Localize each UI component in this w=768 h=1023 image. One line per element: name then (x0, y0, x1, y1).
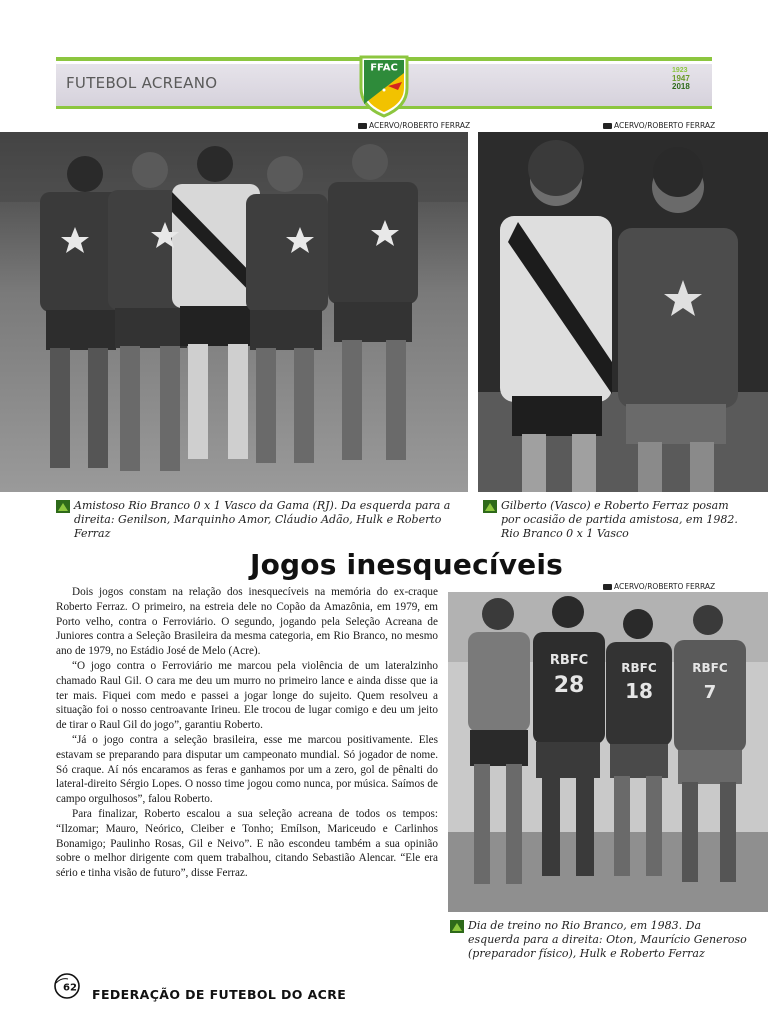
camera-icon (603, 123, 612, 129)
caption-photo-1: Amistoso Rio Branco 0 x 1 Vasco da Gama (RJ). Da esquerda para a direita: Genilson, Marquinho Amor, Cláudio Adão, Hulk e Roberto Ferraz (74, 499, 451, 540)
caption-triangle-icon (56, 500, 70, 513)
camera-icon (603, 584, 612, 590)
ffac-crest-logo (358, 54, 410, 118)
caption-triangle-icon (450, 920, 464, 933)
shirt-number-3: 7 (703, 682, 717, 703)
year-1: 1923 (672, 67, 688, 74)
section-title: FUTEBOL ACREANO (66, 74, 218, 92)
shirt-number-1: 28 (553, 673, 585, 698)
year-2: 1947 (672, 74, 690, 83)
article-paragraph: “O jogo contra o Ferroviário me marcou pela violência de um lateralzinho chamado Raul Gil. O cara me deu um murro no primeiro lance e ainda disse que ia ter mais. Fiquei com medo e passei a jogar longe do sujeito. Quem resolveu a situação foi o nosso centroavante Irineu. Ele trocou de lugar comigo e deu um jeito de tirar o Raul Gil do jogo”, garantiu Roberto. (56, 659, 438, 732)
caption-photo-3: Dia de treino no Rio Branco, em 1983. Da esquerda para a direita: Oton, Maurício Generoso (preparador físico), Hulk e Roberto Ferraz (468, 919, 747, 960)
header-years (672, 67, 712, 91)
caption-photo-2: Gilberto (Vasco) e Roberto Ferraz posam por ocasião de partida amistosa, em 1982. Rio Branco 0 x 1 Vasco (501, 499, 738, 540)
photo-credit-3: ACERVO/ROBERTO FERRAZ (603, 582, 715, 591)
shirt-label-1: RBFC (549, 653, 589, 668)
article-body (56, 585, 438, 881)
shirt-label-3: RBFC (692, 661, 728, 675)
page-number: 62 (63, 982, 77, 994)
page-number-ball-icon (54, 973, 80, 999)
photo-team-group (0, 132, 468, 492)
photo-credit-1: ACERVO/ROBERTO FERRAZ (358, 121, 470, 130)
article-paragraph: Dois jogos constam na relação dos inesquecíveis na memória do ex-craque Roberto Ferraz. O primeiro, na estreia dele no Copão da Amazônia, em 1979, em Porto velho, contra o Ferroviário. O segundo, jogando pela Seleção Acreana de Juniores contra a Seleção Brasileira da mesma categoria, em Rio Branco, no mesmo ano de 1979, no Estádio José de Melo (Acre). (56, 586, 438, 658)
logo-text: FFAC (370, 62, 398, 74)
shirt-label-2: RBFC (621, 661, 657, 675)
photo-gilberto-roberto (478, 132, 768, 492)
shirt-number-2: 18 (625, 679, 653, 703)
photo-training-day (448, 592, 768, 912)
photo-credit-2: ACERVO/ROBERTO FERRAZ (603, 121, 715, 130)
camera-icon (358, 123, 367, 129)
article-paragraph: “Já o jogo contra a seleção brasileira, esse me marcou positivamente. Eles estavam se preparando para disputar um campeonato mundial. Só jogador de nome. Só craque. Aí nós encaramos as feras e ganhamos por um a zero, gol de pênalti do lateral-direito Sérgio Lopes. O nosso time jogou como nunca, por música. Saímos de campo orgulhosos”, falou Roberto. (56, 733, 438, 806)
article-title: Jogos inesquecíveis (250, 548, 564, 581)
year-3: 2018 (672, 82, 690, 91)
article-paragraph: Para finalizar, Roberto escalou a sua seleção acreana de todos os tempos: “Ilzomar; Mauro, Neórico, Cleiber e Tonho; Emílson, Mariceudo e Carlinhos Bonamigo; Paulinho Rosas, Gil e Neivo”. E não escondeu também a sua opinião sobre o melhor dirigente com quem trabalhou, citando Sebastião Alencar. “Ele era sério e tinha visão de futuro”, disse Ferraz. (56, 807, 438, 880)
caption-triangle-icon (483, 500, 497, 513)
footer-publisher: FEDERAÇÃO DE FUTEBOL DO ACRE (92, 987, 347, 1002)
